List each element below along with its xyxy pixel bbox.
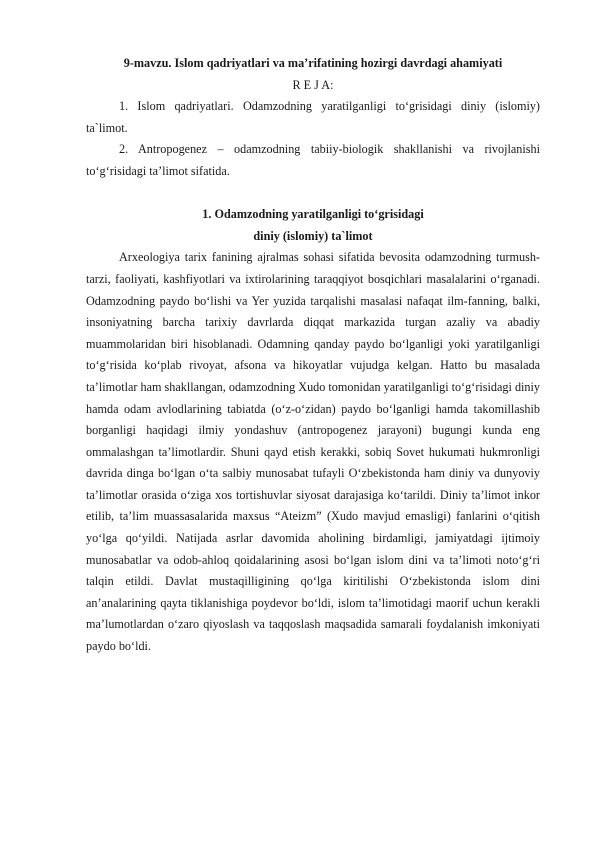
document-title: 9-mavzu. Islom qadriyatlari va ma’rifatining hozirgi davrdagi ahamiyati [123,56,503,70]
plan-item: 2. Antropogenez – odamzodning tabiiy-biologik shakllanishi va rivojlanishi to‘g‘risidagi ta’limot sifatida. [86,142,540,178]
body-text [86,247,540,657]
section-heading-line: diniy (islomiy) ta`limot [253,228,373,243]
body-paragraph: Arxeologiya tarix fanining ajralmas sohasi sifatida bevosita odamzodning turmush-tarzi, faoliyati, kashfiyotlari va ixtirolarining taraqqiyot bosqichlari masalalarini o‘rganadi. Odamzodning paydo bo‘lishi va Yer yuzida tarqalishi masalasi nafaqat ilm-fanning, balki, insoniyatning barcha tarixiy davrlarda diqqat markazida turgan azaliy va abadiy muammolaridan biri hisoblanadi. Odamning qanday paydo bo‘lganligi yoki yaratilganligi to‘g‘risida ko‘plab rivoyat, afsona va hikoyatlar vujudga kelgan. Hatto bu masalada ta’limotlar ham shakllangan, odamzodning Xudo tomonidan yaratilganligi to‘g‘risidagi diniy hamda odam avlodlarining tabiatda (o‘z-o‘zidan) paydo bo‘lganligi hamda takomillashib borganligi haqidagi ilmiy yondashuv (antropogenez jarayoni) bugungi kunda eng ommalashgan ta’limotlardir. Shuni qayd etish kerakki, sobiq Sovet hukumati hukmronligi davrida dinga bo‘lgan o‘ta salbiy munosabat tufayli O‘zbekistonda ham diniy va dunyoviy ta’limotlar orasida o‘ziga xos tortishuvlar siyosat darajasiga ko‘tarildi. Diniy ta’limot inkor etilib, ta’lim muassasalarida maxsus “Ateizm” (Xudo mavjud emasligi) fanlarini o‘qitish yo‘lga qo‘yildi. Natijada asrlar davomida aholining birdamligi, jamiyatdagi ijtimoiy munosabatlar va odob-ahloq qoidalarining asosi bo‘lgan islom dini va ta’limoti noto‘g‘ri talqin etildi. Davlat mustaqilligining qo‘lga kiritilishi O‘zbekistonda islom dini an’analarining qayta tiklanishiga poydevor bo‘ldi, islom ta’limotidagi maorif uchun kerakli ma’lumotlardan o‘zaro qiyoslash va taqqoslash maqsadida samarali foydalanish imkoniyati paydo bo‘ldi. [86,250,540,654]
plan-list [86,96,540,182]
section-heading-line: 1. Odamzodning yaratilganligi to‘grisidagi [202,207,424,222]
section-heading [86,204,540,247]
plan-item: 1. Islom qadriyatlari. Odamzodning yaratilganligi to‘grisidagi diniy (islomiy) ta`limot. [86,99,540,135]
plan-heading: R E J A: [292,77,334,92]
